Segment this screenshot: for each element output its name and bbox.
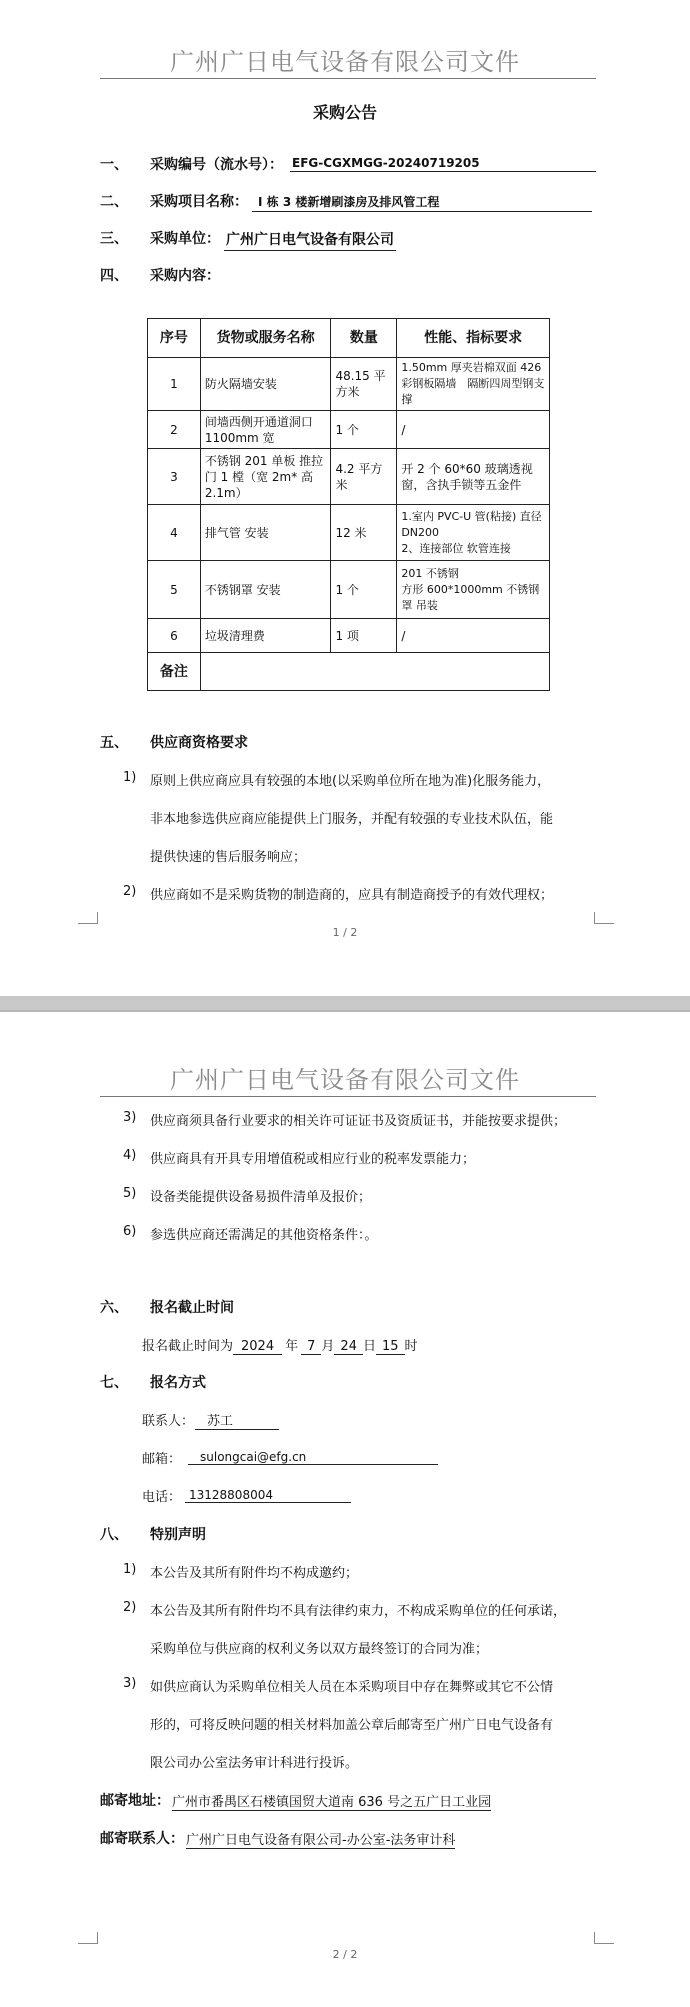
statement-1-number: 1) [123, 1562, 137, 1577]
contact-email-value: sulongcai@efg.cn [188, 1450, 438, 1465]
item-quantity: 1 项 [331, 619, 397, 653]
row-number: 3 [148, 449, 201, 505]
section-6-number: 六、 [100, 1300, 128, 1316]
qualification-5-number: 5) [123, 1186, 137, 1201]
contact-phone-value: 13128808004 [185, 1488, 351, 1503]
statement-3-number: 3) [123, 1676, 137, 1691]
section-3-number: 三、 [100, 231, 128, 247]
table-header-cell: 序号 [148, 319, 201, 358]
item-name: 不锈钢 201 单板 推拉门 1 樘（宽 2m* 高 2.1m） [200, 449, 331, 505]
deadline-day-unit: 日 [362, 1339, 376, 1354]
table-row [148, 449, 550, 505]
project-name-value: I 栋 3 楼新增刷漆房及排风管工程 [252, 193, 592, 212]
page-separator [0, 996, 690, 1010]
qualification-2-number: 2) [123, 884, 137, 899]
section-4-label: 采购内容： [150, 268, 220, 284]
table-header-cell: 性能、指标要求 [397, 319, 550, 358]
page-corner-mark [78, 912, 98, 924]
document-page-2 [0, 1012, 690, 2007]
contact-person-label: 联系人： [142, 1414, 195, 1429]
mail-recipient-label: 邮寄联系人： [100, 1831, 184, 1847]
header-rule [100, 1096, 596, 1097]
document-header: 广州广日电气设备有限公司文件 [170, 48, 520, 76]
deadline-month: 7 [301, 1339, 321, 1355]
deadline-line [142, 1335, 418, 1354]
deadline-day: 24 [334, 1339, 363, 1355]
qualification-6-line-1: 参选供应商还需满足的其他资格条件：。 [150, 1228, 378, 1243]
procurement-number-value: EFG-CGXMGG-20240719205 [290, 156, 596, 172]
qualification-1-line-2: 非本地参选供应商应能提供上门服务，并配有较强的专业技术队伍，能 [150, 812, 554, 827]
qualification-1-number: 1) [123, 770, 137, 785]
statement-2-line-1: 本公告及其所有附件均不具有法律约束力，不构成采购单位的任何承诺， [150, 1604, 567, 1619]
procurement-unit-value: 广州广日电气设备有限公司 [224, 229, 396, 251]
table-row [148, 505, 550, 561]
qualification-3-number: 3) [123, 1110, 137, 1125]
section-8-label: 特别声明 [150, 1527, 206, 1543]
row-number: 1 [148, 358, 201, 411]
item-spec: 1.室内 PVC-U 管(粘接) 直径 DN200 2、连接部位 软管连接 [397, 505, 550, 561]
procurement-table [147, 318, 550, 691]
section-1-number: 一、 [100, 157, 128, 173]
table-header-row [148, 319, 550, 358]
deadline-year: 2024 [233, 1339, 282, 1355]
document-header: 广州广日电气设备有限公司文件 [170, 1066, 520, 1094]
statement-2-line-2: 采购单位与供应商的权利义务以双方最终签订的合同为准； [150, 1642, 489, 1657]
qualification-4-line-1: 供应商具有开具专用增值税或相应行业的税率发票能力； [150, 1152, 476, 1167]
mail-address-label: 邮寄地址： [100, 1793, 170, 1809]
section-5-number: 五、 [100, 735, 128, 751]
deadline-hour: 15 [376, 1339, 405, 1355]
qualification-6-number: 6) [123, 1224, 137, 1239]
table-row [148, 358, 550, 411]
item-quantity: 1 个 [331, 561, 397, 619]
page-corner-mark [594, 912, 614, 924]
item-quantity: 1 个 [331, 411, 397, 449]
item-quantity: 12 米 [331, 505, 397, 561]
qualification-3-line-1: 供应商须具备行业要求的相关许可证证书及资质证书，并能按要求提供； [150, 1114, 567, 1129]
statement-2-number: 2) [123, 1600, 137, 1615]
mail-address-value: 广州市番禺区石楼镇国贸大道南 636 号之五广日工业园 [172, 1791, 491, 1811]
deadline-hour-unit: 时 [404, 1339, 418, 1354]
section-5-label: 供应商资格要求 [150, 735, 248, 751]
statement-3-line-2: 形的，可将反映问题的相关材料加盖公章后邮寄至广州广日电气设备有 [150, 1718, 554, 1733]
item-name: 排气管 安装 [200, 505, 331, 561]
item-name: 垃圾清理费 [200, 619, 331, 653]
qualification-5-line-1: 设备类能提供设备易损件清单及报价； [150, 1190, 372, 1205]
qualification-1-line-3: 提供快速的售后服务响应； [150, 850, 307, 865]
item-spec: 201 不锈钢 方形 600*1000mm 不锈钢罩 吊装 [397, 561, 550, 619]
table-row [148, 561, 550, 619]
section-1-label: 采购编号（流水号）： [150, 157, 283, 173]
page-title: 采购公告 [312, 103, 377, 122]
item-spec: 开 2 个 60*60 玻璃透视窗，含执手锁等五金件 [397, 449, 550, 505]
table-row [148, 619, 550, 653]
table-remark-row [148, 653, 550, 691]
item-quantity: 48.15 平方米 [331, 358, 397, 411]
header-rule [100, 78, 596, 79]
section-3-label: 采购单位： [150, 231, 220, 247]
section-4-number: 四、 [100, 268, 128, 284]
item-spec: / [397, 619, 550, 653]
row-number: 5 [148, 561, 201, 619]
row-number: 2 [148, 411, 201, 449]
mail-recipient-value: 广州广日电气设备有限公司-办公室-法务审计科 [186, 1829, 455, 1849]
item-name: 防火隔墙安装 [200, 358, 331, 411]
table-row [148, 411, 550, 449]
page-number: 2 / 2 [332, 1948, 358, 1961]
qualification-4-number: 4) [123, 1148, 137, 1163]
section-7-label: 报名方式 [150, 1375, 206, 1391]
section-2-number: 二、 [100, 194, 128, 210]
section-2-label: 采购项目名称： [150, 194, 248, 210]
item-spec: / [397, 411, 550, 449]
item-name: 间墙西侧开通道洞口 1100mm 宽 [200, 411, 331, 449]
contact-person-value: 苏工 [195, 1410, 279, 1430]
page-number: 1 / 2 [332, 926, 358, 939]
table-header-cell: 货物或服务名称 [200, 319, 331, 358]
statement-3-line-3: 限公司办公室法务审计科进行投诉。 [150, 1756, 359, 1771]
remark-label: 备注 [148, 653, 201, 691]
statement-1-line-1: 本公告及其所有附件均不构成邀约； [150, 1566, 359, 1581]
page-corner-mark [78, 1932, 98, 1944]
qualification-2-line-1: 供应商如不是采购货物的制造商的，应具有制造商授予的有效代理权； [150, 888, 554, 903]
item-name: 不锈钢罩 安装 [200, 561, 331, 619]
item-quantity: 4.2 平方米 [331, 449, 397, 505]
section-8-number: 八、 [100, 1527, 128, 1543]
contact-email-label: 邮箱： [142, 1452, 182, 1467]
table-header-cell: 数量 [331, 319, 397, 358]
deadline-prefix: 报名截止时间为 [142, 1339, 234, 1354]
deadline-year-unit: 年 [285, 1339, 299, 1354]
section-7-number: 七、 [100, 1375, 128, 1391]
page-corner-mark [594, 1932, 614, 1944]
row-number: 6 [148, 619, 201, 653]
section-6-label: 报名截止时间 [150, 1300, 234, 1316]
deadline-month-unit: 月 [321, 1339, 335, 1354]
qualification-1-line-1: 原则上供应商应具有较强的本地(以采购单位所在地为准)化服务能力， [150, 774, 551, 789]
row-number: 4 [148, 505, 201, 561]
statement-3-line-1: 如供应商认为采购单位相关人员在本采购项目中存在舞弊或其它不公情 [150, 1680, 554, 1695]
contact-phone-label: 电话： [142, 1490, 182, 1505]
item-spec: 1.50mm 厚夹岩棉双面 426 彩钢板隔墙 隔断四周型钢支撑 [397, 358, 550, 411]
document-page-1 [0, 0, 690, 996]
remark-cell [200, 653, 549, 691]
